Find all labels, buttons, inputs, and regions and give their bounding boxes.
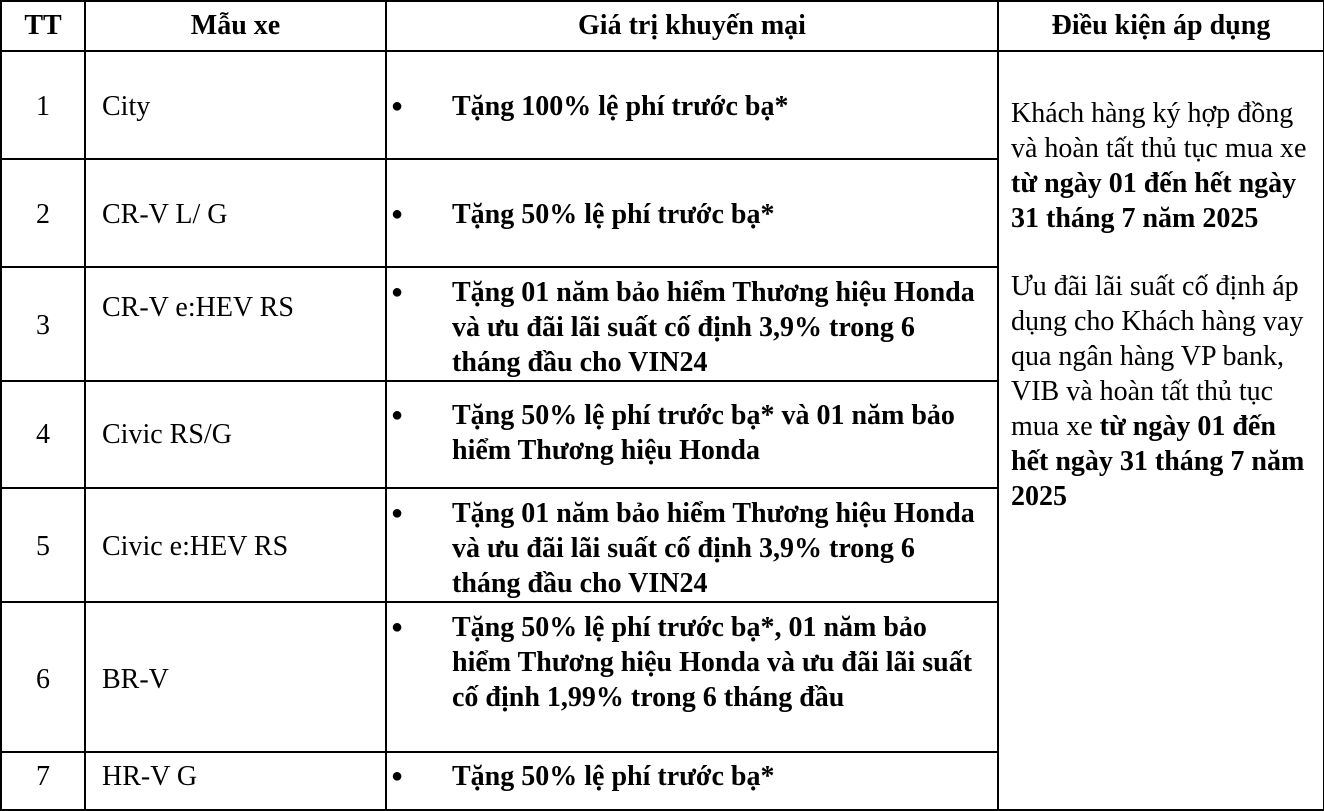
condition-2-dates: từ ngày 01 đến hết ngày 31 tháng 7 năm 2025 (1011, 411, 1305, 512)
row-number: 6 (1, 602, 85, 752)
promo-cell (386, 602, 998, 752)
model-name: Civic e:HEV RS (85, 488, 386, 602)
table-row (1, 51, 1324, 159)
condition-cell (998, 51, 1324, 810)
header-model: Mẫu xe (85, 1, 386, 51)
promo-bullet: ● Tặng 50% lệ phí trước bạ* và 01 năm bảo hiểm Thương hiệu Honda (429, 398, 979, 468)
header-row (1, 1, 1324, 51)
promo-cell (386, 159, 998, 267)
promo-bullet: ● Tặng 01 năm bảo hiểm Thương hiệu Honda và ưu đãi lãi suất cố định 3,9% trong 6 tháng đầu cho VIN24 (429, 275, 979, 380)
row-number: 7 (1, 752, 85, 810)
model-name: CR-V L/ G (85, 159, 386, 267)
promo-cell (386, 267, 998, 381)
model-name: BR-V (85, 602, 386, 752)
condition-paragraph-1 (1011, 96, 1311, 236)
header-condition: Điều kiện áp dụng (998, 1, 1324, 51)
promo-bullet: ● Tặng 50% lệ phí trước bạ* (429, 197, 979, 232)
promo-bullet: ● Tặng 50% lệ phí trước bạ*, 01 năm bảo hiểm Thương hiệu Honda và ưu đãi lãi suất cố định 1,99% trong 6 tháng đầu (429, 610, 979, 715)
condition-1-text: Khách hàng ký hợp đồng và hoàn tất thủ tục mua xe (1011, 98, 1307, 164)
row-number: 2 (1, 159, 85, 267)
condition-2-text: Ưu đãi lãi suất cố định áp dụng cho Khách hàng vay qua ngân hàng VP bank, VIB và hoàn tất thủ tục mua xe (1011, 271, 1304, 442)
model-name: Civic RS/G (85, 381, 386, 488)
promo-bullet: ● Tặng 01 năm bảo hiểm Thương hiệu Honda và ưu đãi lãi suất cố định 3,9% trong 6 tháng đầu cho VIN24 (429, 496, 979, 601)
row-number: 1 (1, 51, 85, 159)
model-name: City (85, 51, 386, 159)
promo-cell (386, 51, 998, 159)
row-number: 5 (1, 488, 85, 602)
condition-paragraph-2 (1011, 269, 1311, 514)
model-name: CR-V e:HEV RS (85, 267, 386, 381)
row-number: 3 (1, 267, 85, 381)
promo-cell (386, 752, 998, 810)
promo-cell (386, 381, 998, 488)
header-promo: Giá trị khuyến mại (386, 1, 998, 51)
model-name: HR-V G (85, 752, 386, 810)
promo-bullet: ● Tặng 100% lệ phí trước bạ* (429, 89, 979, 124)
promo-bullet: ● Tặng 50% lệ phí trước bạ* (429, 759, 979, 794)
promo-cell (386, 488, 998, 602)
header-tt: TT (1, 1, 85, 51)
row-number: 4 (1, 381, 85, 488)
condition-1-dates: từ ngày 01 đến hết ngày 31 tháng 7 năm 2025 (1011, 168, 1297, 234)
